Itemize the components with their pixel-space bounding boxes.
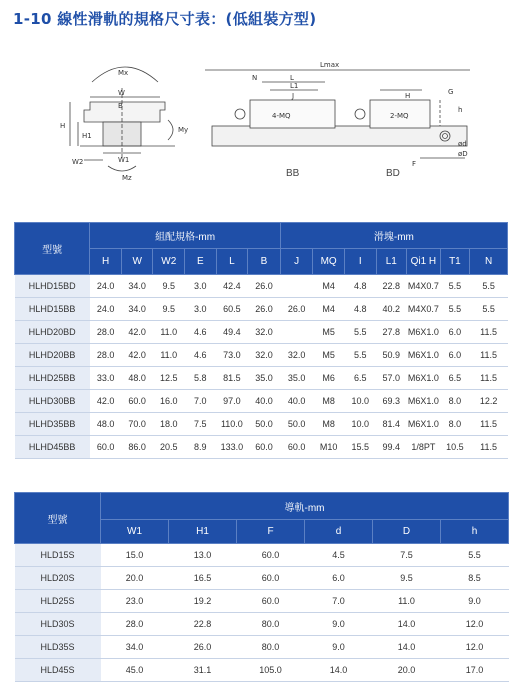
model-cell: HLD15S bbox=[15, 544, 101, 567]
table-cell: 32.0 bbox=[248, 344, 281, 367]
table-row bbox=[15, 298, 508, 321]
table-cell: 9.5 bbox=[153, 275, 185, 298]
table-cell bbox=[280, 275, 313, 298]
model-cell: HLD45S bbox=[15, 659, 101, 682]
label-l1: L1 bbox=[290, 82, 299, 90]
table-cell: 8.9 bbox=[185, 436, 217, 459]
table-cell: 28.0 bbox=[90, 321, 122, 344]
table-cell: 86.0 bbox=[121, 436, 153, 459]
column-header: B bbox=[248, 249, 281, 275]
table-cell: 6.0 bbox=[440, 344, 470, 367]
table-cell: 7.0 bbox=[305, 590, 373, 613]
table-cell: 45.0 bbox=[101, 659, 169, 682]
table-cell: 11.5 bbox=[470, 436, 508, 459]
my-arc bbox=[168, 120, 173, 140]
table-cell: 9.0 bbox=[305, 636, 373, 659]
table-cell: 32.0 bbox=[280, 344, 313, 367]
table-cell: 10.5 bbox=[440, 436, 470, 459]
model-cell: HLD30S bbox=[15, 613, 101, 636]
table-cell: 23.0 bbox=[101, 590, 169, 613]
table-cell: M10 bbox=[313, 436, 345, 459]
table-row bbox=[15, 413, 508, 436]
column-header: W bbox=[121, 249, 153, 275]
label-phi-d-large: øD bbox=[458, 150, 468, 158]
table-cell: M6X1.0 bbox=[407, 413, 441, 436]
table-cell: 22.8 bbox=[169, 613, 237, 636]
label-f: F bbox=[412, 160, 417, 168]
table-cell: 60.5 bbox=[216, 298, 248, 321]
table-cell: 20.0 bbox=[373, 659, 441, 682]
model-cell: HLD25S bbox=[15, 590, 101, 613]
table-cell: 15.5 bbox=[344, 436, 376, 459]
block-bb-side bbox=[250, 100, 335, 128]
column-header: W1 bbox=[101, 520, 169, 544]
table-cell: 40.2 bbox=[376, 298, 407, 321]
table-cell: 105.0 bbox=[237, 659, 305, 682]
model-header: 型號 bbox=[15, 223, 90, 275]
table-cell: 27.8 bbox=[376, 321, 407, 344]
table-cell: 14.0 bbox=[305, 659, 373, 682]
model-cell: HLD20S bbox=[15, 567, 101, 590]
table-cell: 57.0 bbox=[376, 367, 407, 390]
table-cell: 42.0 bbox=[121, 321, 153, 344]
table-cell: 69.3 bbox=[376, 390, 407, 413]
model-cell: HLHD15BB bbox=[15, 298, 90, 321]
table-cell: 10.0 bbox=[344, 413, 376, 436]
table-cell: 33.0 bbox=[90, 367, 122, 390]
page-title: 1-10 線性滑軌的規格尺寸表：(低組裝方型) bbox=[13, 10, 317, 28]
table-cell: 24.0 bbox=[90, 275, 122, 298]
label-mz: Mz bbox=[122, 174, 132, 182]
table-cell: 7.5 bbox=[185, 413, 217, 436]
table-cell: 11.5 bbox=[470, 367, 508, 390]
table-cell: M6X1.0 bbox=[407, 344, 441, 367]
table-row bbox=[15, 636, 509, 659]
model-cell: HLHD25BB bbox=[15, 367, 90, 390]
column-header: L1 bbox=[376, 249, 407, 275]
table-cell: 48.0 bbox=[90, 413, 122, 436]
label-mx: Mx bbox=[118, 69, 129, 77]
label-h1: H1 bbox=[82, 132, 92, 140]
table-cell: 81.4 bbox=[376, 413, 407, 436]
table-cell: 16.0 bbox=[153, 390, 185, 413]
table-cell: 11.5 bbox=[470, 413, 508, 436]
table-cell: 9.0 bbox=[441, 590, 509, 613]
table-cell: 42.0 bbox=[121, 344, 153, 367]
table-cell: 5.5 bbox=[440, 298, 470, 321]
table-cell: 5.5 bbox=[440, 275, 470, 298]
table-row bbox=[15, 590, 509, 613]
table-cell: 60.0 bbox=[90, 436, 122, 459]
table-cell: 14.0 bbox=[373, 636, 441, 659]
table-cell: 110.0 bbox=[216, 413, 248, 436]
table-cell: 4.8 bbox=[344, 298, 376, 321]
table-row bbox=[15, 344, 508, 367]
table-row bbox=[15, 659, 509, 682]
model-cell: HLHD30BB bbox=[15, 390, 90, 413]
table-cell: 10.0 bbox=[344, 390, 376, 413]
table-cell: 5.5 bbox=[441, 544, 509, 567]
table-cell: 34.0 bbox=[101, 636, 169, 659]
column-header: L bbox=[216, 249, 248, 275]
table-cell: 48.0 bbox=[121, 367, 153, 390]
label-h-right: H bbox=[405, 92, 411, 100]
column-header: T1 bbox=[440, 249, 470, 275]
table-cell: 50.0 bbox=[280, 413, 313, 436]
table-cell: 133.0 bbox=[216, 436, 248, 459]
table-cell: 60.0 bbox=[280, 436, 313, 459]
table-cell: 26.0 bbox=[248, 298, 281, 321]
table-cell: M6X1.0 bbox=[407, 367, 441, 390]
table-cell: 97.0 bbox=[216, 390, 248, 413]
column-header: J bbox=[280, 249, 313, 275]
table-cell: 7.5 bbox=[373, 544, 441, 567]
table-cell: 32.0 bbox=[248, 321, 281, 344]
table-row bbox=[15, 275, 508, 298]
table-cell: 17.0 bbox=[441, 659, 509, 682]
table-cell: 8.0 bbox=[440, 413, 470, 436]
label-w: W bbox=[118, 89, 125, 97]
label-w1: W1 bbox=[118, 156, 130, 164]
table-cell: 3.0 bbox=[185, 275, 217, 298]
table-cell: 26.0 bbox=[169, 636, 237, 659]
table-cell: 60.0 bbox=[237, 544, 305, 567]
table-cell: 9.5 bbox=[153, 298, 185, 321]
table-cell: 3.0 bbox=[185, 298, 217, 321]
table-cell: M4 bbox=[313, 298, 345, 321]
table-cell: 18.0 bbox=[153, 413, 185, 436]
rail-side bbox=[212, 126, 467, 146]
column-header: H1 bbox=[169, 520, 237, 544]
table-cell: 8.5 bbox=[441, 567, 509, 590]
model-cell: HLHD45BB bbox=[15, 436, 90, 459]
slider-spec-table bbox=[14, 222, 508, 459]
label-phi-d-small: ød bbox=[458, 140, 467, 148]
column-header: W2 bbox=[153, 249, 185, 275]
table-cell: 4.5 bbox=[305, 544, 373, 567]
table-cell: 6.5 bbox=[440, 367, 470, 390]
table-cell: 22.8 bbox=[376, 275, 407, 298]
table-cell: M6 bbox=[313, 367, 345, 390]
table-cell: M8 bbox=[313, 390, 345, 413]
table-row bbox=[15, 613, 509, 636]
model-cell: HLHD35BB bbox=[15, 413, 90, 436]
table-cell: 4.6 bbox=[185, 321, 217, 344]
table-cell: M6X1.0 bbox=[407, 390, 441, 413]
column-header: H bbox=[90, 249, 122, 275]
technical-drawing bbox=[0, 40, 521, 190]
table-cell: 73.0 bbox=[216, 344, 248, 367]
table-cell: 42.0 bbox=[90, 390, 122, 413]
label-w2: W2 bbox=[72, 158, 84, 166]
table-cell: 13.0 bbox=[169, 544, 237, 567]
table-cell: 80.0 bbox=[237, 636, 305, 659]
table-cell: 60.0 bbox=[121, 390, 153, 413]
table-cell: 1/8PT bbox=[407, 436, 441, 459]
table-cell: 35.0 bbox=[280, 367, 313, 390]
table-cell: 28.0 bbox=[101, 613, 169, 636]
table-cell: 6.0 bbox=[305, 567, 373, 590]
label-lmax: Lmax bbox=[320, 61, 340, 69]
table-cell: 19.2 bbox=[169, 590, 237, 613]
model-cell: HLD35S bbox=[15, 636, 101, 659]
table-cell: 12.2 bbox=[470, 390, 508, 413]
table-cell: 11.5 bbox=[470, 344, 508, 367]
table-cell: 9.0 bbox=[305, 613, 373, 636]
rail-spec-table bbox=[14, 492, 509, 682]
table-cell: 20.5 bbox=[153, 436, 185, 459]
table-cell: 12.0 bbox=[441, 636, 509, 659]
table-cell: M4X0.7 bbox=[407, 298, 441, 321]
table-cell: 5.5 bbox=[470, 298, 508, 321]
table-cell: 42.4 bbox=[216, 275, 248, 298]
column-header: I bbox=[344, 249, 376, 275]
column-header: d bbox=[305, 520, 373, 544]
label-2mq: 2-MQ bbox=[390, 112, 409, 120]
table-cell: 11.5 bbox=[470, 321, 508, 344]
table-cell: 34.0 bbox=[121, 275, 153, 298]
model-header: 型號 bbox=[15, 493, 101, 544]
table-cell: 80.0 bbox=[237, 613, 305, 636]
table-cell: 5.5 bbox=[344, 321, 376, 344]
caption-bd: BD bbox=[386, 168, 400, 179]
table-cell: 40.0 bbox=[248, 390, 281, 413]
table-cell: 20.0 bbox=[101, 567, 169, 590]
label-g: G bbox=[448, 88, 454, 96]
table-cell: 5.8 bbox=[185, 367, 217, 390]
table-cell: M8 bbox=[313, 413, 345, 436]
table-cell: 26.0 bbox=[280, 298, 313, 321]
label-l: L bbox=[290, 74, 294, 82]
label-4mq: 4-MQ bbox=[272, 112, 291, 120]
table-cell: 60.0 bbox=[237, 590, 305, 613]
table-cell: 6.5 bbox=[344, 367, 376, 390]
table-cell: 12.0 bbox=[441, 613, 509, 636]
table-cell: M6X1.0 bbox=[407, 321, 441, 344]
table-cell: M5 bbox=[313, 321, 345, 344]
table-row bbox=[15, 367, 508, 390]
table-cell: M4X0.7 bbox=[407, 275, 441, 298]
model-cell: HLHD20BD bbox=[15, 321, 90, 344]
label-b: B bbox=[118, 102, 123, 110]
column-header: Qi1 H bbox=[407, 249, 441, 275]
mz-arc bbox=[108, 166, 136, 171]
table-row bbox=[15, 321, 508, 344]
table-cell: M5 bbox=[313, 344, 345, 367]
rail-header: 導軌-mm bbox=[101, 493, 509, 520]
table-cell: 15.0 bbox=[101, 544, 169, 567]
table-cell: 40.0 bbox=[280, 390, 313, 413]
model-cell: HLHD15BD bbox=[15, 275, 90, 298]
table-cell: 31.1 bbox=[169, 659, 237, 682]
table-cell: 49.4 bbox=[216, 321, 248, 344]
table-cell: 5.5 bbox=[344, 344, 376, 367]
label-my: My bbox=[178, 126, 189, 134]
slider-block-header: 滑塊-mm bbox=[280, 223, 507, 249]
column-header: MQ bbox=[313, 249, 345, 275]
table-row bbox=[15, 390, 508, 413]
table-cell: 34.0 bbox=[121, 298, 153, 321]
table-cell: 7.0 bbox=[185, 390, 217, 413]
table-cell: 12.5 bbox=[153, 367, 185, 390]
label-n: N bbox=[252, 74, 258, 82]
table-cell: M4 bbox=[313, 275, 345, 298]
table-cell: 11.0 bbox=[373, 590, 441, 613]
label-h-rail: h bbox=[458, 106, 463, 114]
table-cell: 8.0 bbox=[440, 390, 470, 413]
table-cell: 81.5 bbox=[216, 367, 248, 390]
table-cell: 5.5 bbox=[470, 275, 508, 298]
label-h: H bbox=[60, 122, 66, 130]
table-cell: 11.0 bbox=[153, 321, 185, 344]
table-cell: 24.0 bbox=[90, 298, 122, 321]
column-header: N bbox=[470, 249, 508, 275]
table-cell: 28.0 bbox=[90, 344, 122, 367]
table-row bbox=[15, 544, 509, 567]
table-row bbox=[15, 436, 508, 459]
table-cell: 9.5 bbox=[373, 567, 441, 590]
table-cell: 70.0 bbox=[121, 413, 153, 436]
table-cell: 14.0 bbox=[373, 613, 441, 636]
assembly-spec-header: 組配規格-mm bbox=[90, 223, 280, 249]
table-cell: 50.9 bbox=[376, 344, 407, 367]
table-row bbox=[15, 567, 509, 590]
column-header: D bbox=[373, 520, 441, 544]
table-cell: 16.5 bbox=[169, 567, 237, 590]
table-cell: 60.0 bbox=[248, 436, 281, 459]
model-cell: HLHD20BB bbox=[15, 344, 90, 367]
column-header: h bbox=[441, 520, 509, 544]
table-cell: 4.8 bbox=[344, 275, 376, 298]
label-j: J bbox=[292, 92, 295, 100]
table-cell bbox=[280, 321, 313, 344]
column-header: E bbox=[185, 249, 217, 275]
table-cell: 60.0 bbox=[237, 567, 305, 590]
table-cell: 26.0 bbox=[248, 275, 281, 298]
caption-bb: BB bbox=[286, 168, 300, 179]
column-header: F bbox=[237, 520, 305, 544]
table-cell: 35.0 bbox=[248, 367, 281, 390]
table-cell: 99.4 bbox=[376, 436, 407, 459]
table-cell: 50.0 bbox=[248, 413, 281, 436]
table-cell: 6.0 bbox=[440, 321, 470, 344]
block-section bbox=[84, 102, 165, 122]
table-cell: 11.0 bbox=[153, 344, 185, 367]
table-cell: 4.6 bbox=[185, 344, 217, 367]
